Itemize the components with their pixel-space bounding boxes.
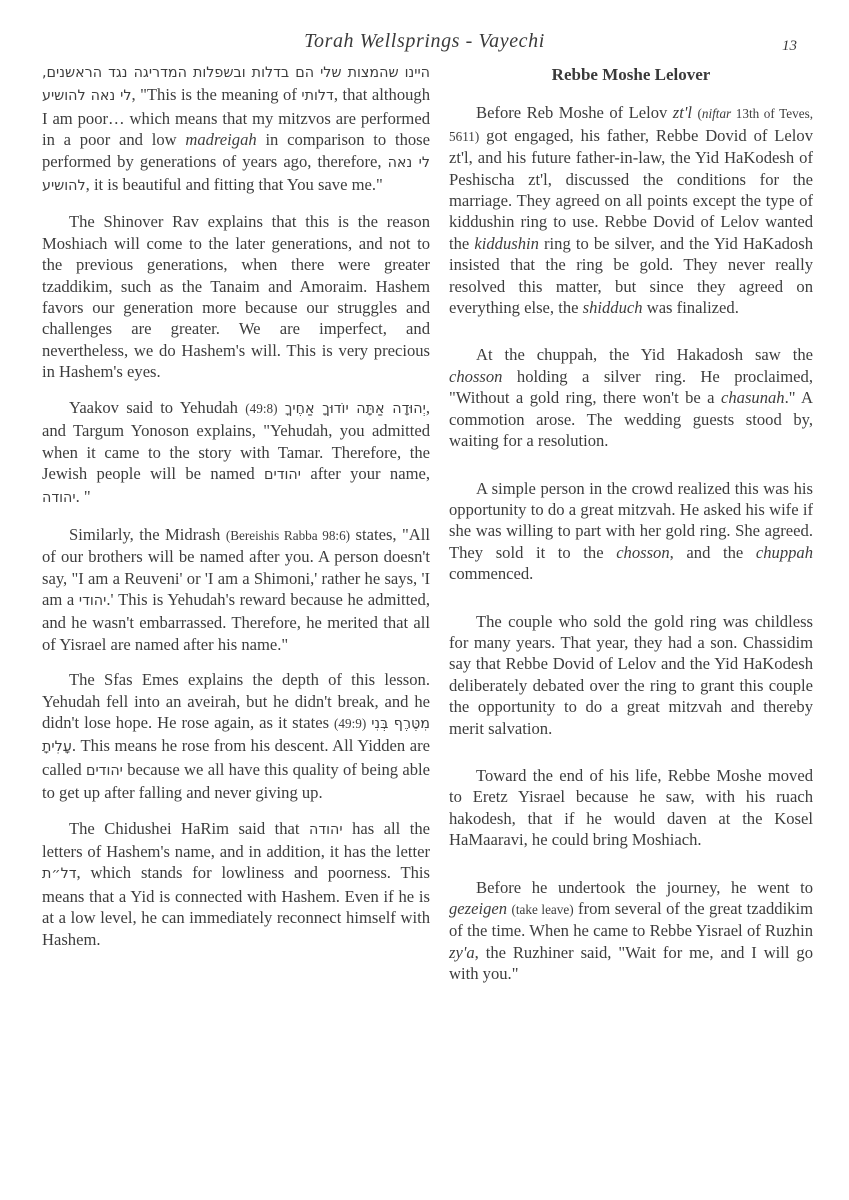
paragraph [449,344,813,451]
text-segment: (49:9) [334,715,367,731]
hebrew-text: לי נאה להושיע [42,154,430,195]
text-segment: gezeigen [449,899,508,918]
running-title: Torah Wellsprings - Vayechi [304,30,545,52]
hebrew-text: היינו שהמצות שלי הם בדלות ובשפלות המדריגה נגד הראשנים, לי נאה להושיע [42,65,430,105]
text-segment: A simple person in the crowd realized this was his opportunity to do a great mitzvah. He asked his wife if she was willing to part with her gold ring. She agreed. They sold it to the [449,478,813,562]
hebrew-text: יהודה [309,821,343,838]
text-segment: niftar [701,106,732,122]
hebrew-text: יהודים [85,762,123,779]
page-number: 13 [782,38,797,54]
text-segment: , it is beautiful and fitting that You save me." [85,175,383,195]
text-segment: commenced. [449,564,534,584]
text-segment: zt'l [672,103,693,123]
text-segment: ( [697,106,702,122]
text-segment: in comparison to those performed by generations of years ago, therefore, [42,130,430,171]
text-segment: Before he undertook the journey, he went to [476,877,813,897]
text-segment: , the Ruzhiner said, "Wait for me, and I will go with you." [449,942,813,984]
text-segment: At the chuppah, the Yid Hakadosh saw the [476,345,813,365]
text-segment: chuppah [755,542,814,562]
text-segment: , that although I am poor… which means that my mitzvos are performed in a poor and low [42,85,431,150]
text-segment: , and Targum Yonoson explains, "Yehudah, you admitted when it came to the story with Tamar. Therefore, the Jewish people will be named [42,397,430,483]
text-segment: . This means he rose from his descent. All Yidden are called [42,736,430,779]
text-segment: ring to be silver, and the Yid HaKadosh insisted that the ring be gold. They never really resolved this matter, but since they agreed on everything else, the [449,233,813,318]
text-segment: from several of the great tzaddikim of the time. When he came to Rebbe Yisrael of Ruzhin [449,899,813,941]
right-column [449,64,813,1011]
paragraph [42,524,430,655]
text-segment: has all the letters of Hashem's name, and in addition, it has the letter [42,818,430,861]
text-segment: The Shinover Rav explains that this is the reason Moshiach will come to the later generations, and not to the previous generations, when there were greater tzaddikim, such as the Tanaim and Amoraim. Hashem favors our generation more because our struggles and challenges are greater. We are imperfect, and nevertheless, we do Hashem's will. This is very precious in Hashem's eyes. [42,212,430,382]
hebrew-text: יְהוּדָה אַתָּה יוֹדוּךָ אַחֶיךָ [284,400,426,417]
text-segment: chosson [616,542,670,562]
page-header [0,30,849,53]
text-segment: ." A commotion arose. The wedding guests stood by, waiting for a resolution. [449,388,814,451]
hebrew-text: דלותי [301,88,334,105]
paragraph [449,765,813,851]
text-segment [277,398,284,417]
text-segment: The Sfas Emes explains the depth of this lesson. Yehudah fell into an aveirah, but he didn't break, and he didn't lose hope. He rose again, as it states [42,670,430,732]
text-segment: zy'a [449,942,475,962]
text-segment: madreigah [185,130,257,150]
paragraph [42,397,430,510]
paragraph [449,877,813,985]
paragraph [449,611,813,739]
section-heading: Rebbe Moshe Lelover [551,65,711,84]
text-segment: (take leave) [511,902,574,917]
text-segment: states, "All of our brothers will be named after you. A person doesn't say, "I am a Reuveni' or 'I am a Shimoni,' rather he says, 'I am a [42,524,430,609]
text-segment: chosson [449,366,503,386]
text-segment: (49:8) [245,400,278,416]
text-segment: because we all have this quality of being able to get up after falling and never giving up. [42,759,431,803]
text-segment: (Bereishis Rabba 98:6) [225,527,351,543]
text-segment: . " [75,487,91,507]
hebrew-text: יהודים [264,466,301,483]
paragraph [42,211,430,382]
text-segment: holding a silver ring. He proclaimed, "Without a gold ring, there won't be a [449,366,813,408]
right-column-paragraphs [449,102,813,984]
paragraph [449,102,813,318]
text-segment: 13th of Teves, 5611) [449,106,814,144]
hebrew-text: יהודה [42,490,76,507]
text-segment: was finalized. [642,298,739,318]
text-segment: Yaakov said to Yehudah [69,397,246,417]
hebrew-text: יהודי [78,592,107,609]
paragraph [449,478,813,585]
text-segment: The couple who sold the gold ring was childless for many years. That year, they had a son. Chassidim say that Rebbe Dovid of Lelov and the Yid HaKodesh deliberately debated over the ring to grant this couple the opportunity to do a great mitzvah and thereby merit salvation. [449,611,813,738]
paragraph [42,818,430,950]
text-segment: , and the [669,542,756,562]
paragraph [42,669,430,803]
paragraph [42,61,430,197]
text-segment: shidduch [582,298,643,318]
text-segment: , which stands for lowliness and poorness. This means that a Yid is connected with Hashem. Even if he is at a low level, he can immediately reconnect himself with Hashem. [42,863,430,949]
hebrew-text: דל״ת [42,866,77,883]
text-segment: kiddushin [474,233,539,253]
text-segment: Before Reb Moshe of Lelov [476,103,673,123]
text-segment: The Chidushei HaRim said that [69,818,310,838]
left-column [42,61,430,964]
hebrew-text: מִטֶּרֶף בְּנִי עָלִיתָ [42,715,430,756]
text-segment: .' This is Yehudah's reward because he admitted, and he wasn't embarrassed. Therefore, he merited that all of Yisrael are named after his name." [42,589,430,654]
text-segment: after your name, [300,463,430,483]
text-segment: chasunah [720,388,785,408]
text-segment: , "This is the meaning of [131,85,302,105]
text-segment: Similarly, the Midrash [69,524,226,544]
text-segment: Toward the end of his life, Rebbe Moshe moved to Eretz Yisrael because he saw, with his ruach hakodesh, that if he would daven at the Kosel HaMaaravi, he could bring Moshiach. [449,765,813,850]
text-segment: got engaged, his father, Rebbe Dovid of Lelov zt'l, and his future father-in-law, the Yid HaKodesh of Peshischa zt'l, discussed the conditions for the marriage. They agreed on all points except the type of kiddushin ring to use. Rebbe Dovid of Lelov wanted the [449,125,813,253]
